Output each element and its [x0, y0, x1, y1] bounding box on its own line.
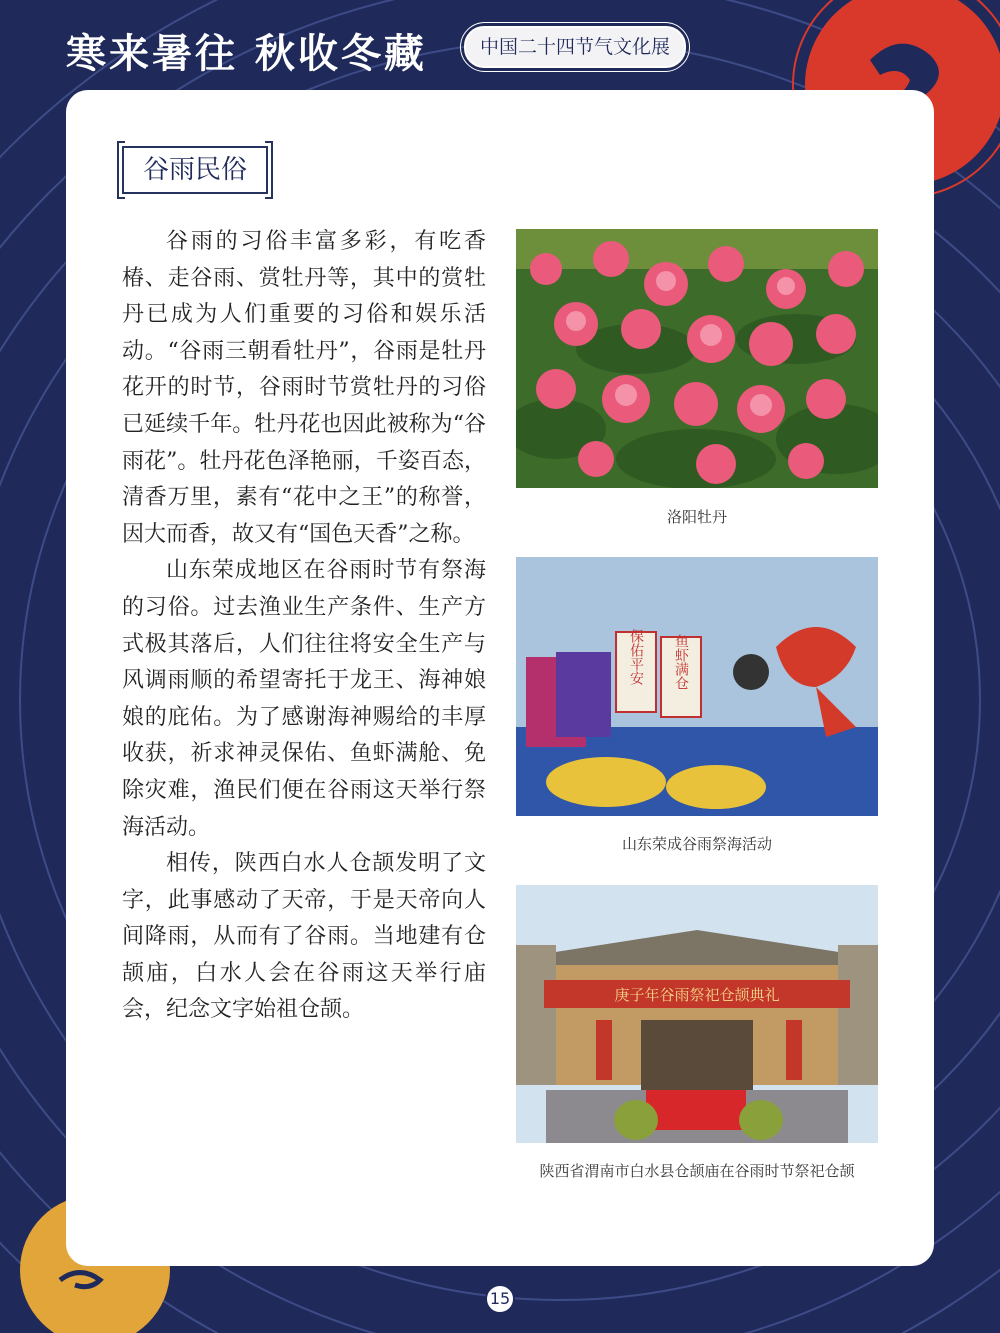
exhibition-subtitle-badge: 中国二十四节气文化展 [464, 26, 686, 68]
cangjie-temple-photo-caption: 陕西省渭南市白水县仓颉庙在谷雨时节祭祀仓颉 [539, 1162, 855, 1180]
banner-left-text: 保佑平安 [628, 629, 644, 685]
cangjie-temple-photo [516, 885, 878, 1143]
sea-ritual-photo-caption: 山东荣成谷雨祭海活动 [621, 835, 772, 853]
exhibition-title: 寒来暑往 秋收冬藏 [66, 30, 427, 77]
temple-sign-text: 庚子年谷雨祭祀仓颉典礼 [614, 986, 780, 1004]
banner-right-text: 鱼虾满仓 [673, 634, 689, 690]
paragraph-peony: 谷雨的习俗丰富多彩，有吃香椿、走谷雨、赏牡丹等，其中的赏牡丹已成为人们重要的习俗和娱乐活动。“谷雨三朝看牡丹”，谷雨是牡丹花开的时节，谷雨时节赏牡丹的习俗已延续千年。牡丹花也因此被称为“谷雨花”。牡丹花色泽艳丽，千姿百态，清香万里，素有“花中之王”的称誉，因大而香，故又有“国色天香”之称。 [122, 229, 486, 547]
sea-ritual-photo [516, 557, 878, 816]
peony-photo [516, 229, 878, 488]
paragraph-sea-ritual: 山东荣成地区在谷雨时节有祭海的习俗。过去渔业生产条件、生产方式极其落后，人们往往将安全生产与风调雨顺的希望寄托于龙王、海神娘娘的庇佑。为了感谢海神赐给的丰厚收获，祈求神灵保佑、鱼虾满舱、免除灾难，渔民们便在谷雨这天举行祭海活动。 [122, 558, 486, 840]
page-number: 15 [485, 1284, 515, 1314]
paragraph-cangjie: 相传，陕西白水人仓颉发明了文字，此事感动了天帝，于是天帝向人间降雨，从而有了谷雨。当地建有仓颉庙，白水人会在谷雨这天举行庙会，纪念文字始祖仓颉。 [122, 851, 486, 1023]
article-body [122, 224, 486, 1029]
section-title: 谷雨民俗 [122, 146, 268, 194]
peony-photo-caption: 洛阳牡丹 [666, 508, 727, 526]
